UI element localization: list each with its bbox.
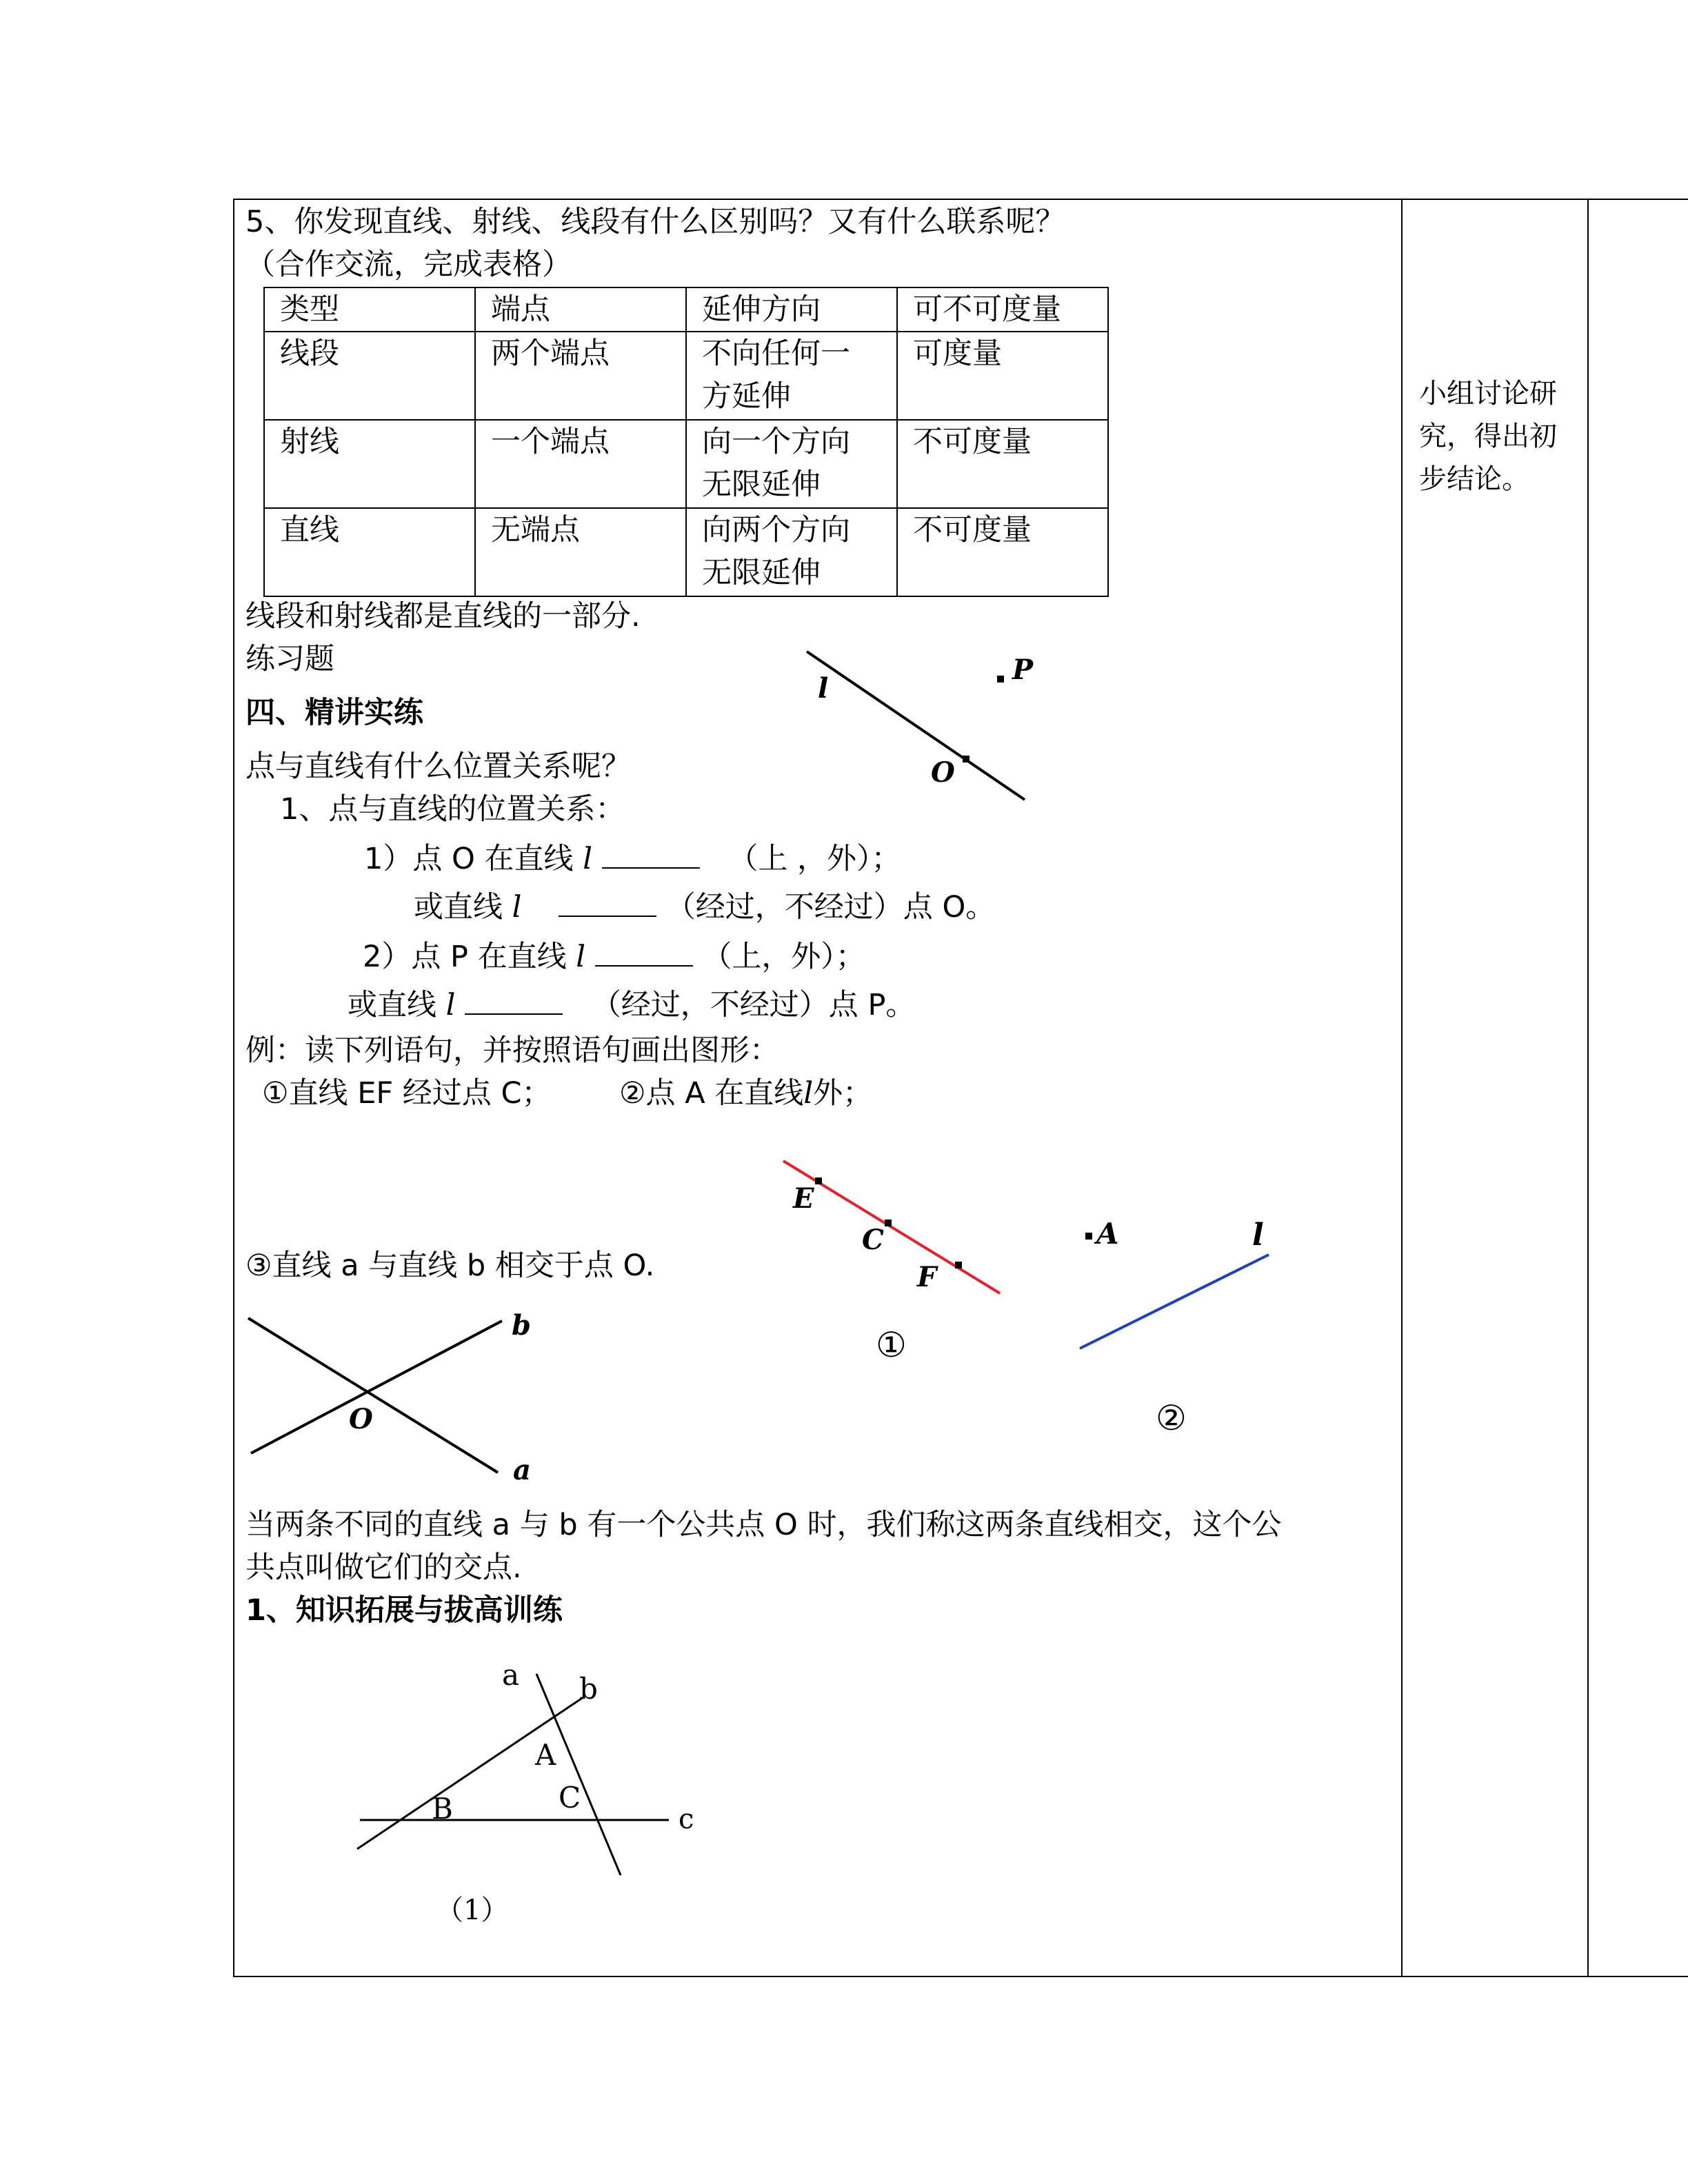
section-4-title: 四、精讲实练 <box>245 696 423 730</box>
table-cell: 可度量 <box>897 332 1108 420</box>
label-t-C: C <box>559 1781 581 1814</box>
label-l: l <box>818 672 829 705</box>
figure-1-marker: ① <box>876 1325 907 1365</box>
label-t-a: a <box>502 1658 520 1692</box>
table-cell-line: 方延伸 <box>702 379 791 414</box>
label-t-A: A <box>535 1738 556 1772</box>
point-p-marker <box>997 676 1004 682</box>
line-a-triangle <box>357 1697 583 1849</box>
table-header-cell: 端点 <box>475 287 686 332</box>
example-intro: 例：读下列语句，并按照语句画出图形： <box>245 1033 779 1068</box>
table-cell: 无端点 <box>475 508 686 596</box>
blue-line-l <box>1080 1255 1269 1348</box>
table-cell-line: 不向任何一 <box>702 336 850 371</box>
fill-text: 或直线 <box>348 988 436 1022</box>
line-b <box>251 1321 502 1453</box>
figure-1-line-ef <box>783 1161 1000 1365</box>
table-header-cell: 可不可度量 <box>897 287 1108 332</box>
intersection-definition-line-1: 当两条不同的直线 a 与 b 有一个公共点 O 时，我们称这两条直线相交，这个公 <box>245 1508 1282 1542</box>
table-cell-line: 向一个方向 <box>702 425 850 459</box>
label-l-2: l <box>1252 1217 1264 1253</box>
label-o: O <box>931 756 955 789</box>
table-cell: 线段 <box>264 332 475 420</box>
table-cell: 一个端点 <box>475 420 686 508</box>
fill-text: （经过，不经过）点 P。 <box>591 988 916 1022</box>
figure-2-marker: ② <box>1156 1398 1187 1438</box>
fill-text: 1）点 O 在直线 <box>364 842 574 876</box>
point-o-marker <box>963 756 969 762</box>
point-e-marker <box>815 1177 822 1184</box>
figure-line-l-point-o-p <box>807 651 1034 800</box>
label-t-c: c <box>679 1803 694 1835</box>
point-f-marker <box>955 1262 962 1268</box>
line-l-symbol: l <box>512 890 522 924</box>
relation-subtitle: 1、点与直线的位置关系： <box>280 792 625 827</box>
table-header-cell: 延伸方向 <box>686 287 897 332</box>
label-t-B: B <box>432 1792 453 1826</box>
label-o-intersection: O <box>349 1403 373 1435</box>
point-a-marker <box>1085 1233 1092 1240</box>
table-cell: 射线 <box>264 420 475 508</box>
fill-text: （经过，不经过）点 O。 <box>665 890 996 924</box>
fill-text: （上，外）； <box>702 940 865 974</box>
fill-text: 外； <box>813 1076 873 1111</box>
label-c: C <box>862 1224 884 1256</box>
intersection-definition-line-2: 共点叫做它们的交点. <box>245 1550 522 1585</box>
line-b-triangle <box>536 1674 621 1875</box>
line-l-symbol: l <box>445 988 456 1022</box>
table-cell: 不可度量 <box>897 508 1108 596</box>
table-header-cell: 类型 <box>264 287 475 332</box>
table-cell-line: 向两个方向 <box>702 513 850 547</box>
label-a-line: a <box>513 1454 531 1486</box>
table-cell: 不可度量 <box>897 420 1108 508</box>
table-cell: 两个端点 <box>475 332 686 420</box>
label-b: b <box>512 1309 531 1342</box>
point-line-question: 点与直线有什么位置关系呢？ <box>245 749 631 784</box>
question-5-title: 5、你发现直线、射线、线段有什么区别吗？又有什么联系呢？ <box>245 205 1065 239</box>
question-5-subtitle: （合作交流，完成表格） <box>245 247 572 282</box>
example-item-1: ①直线 EF 经过点 C； <box>262 1076 552 1111</box>
line-l-symbol: l <box>583 842 592 876</box>
example-item-3: ③直线 a 与直线 b 相交于点 O. <box>245 1248 655 1283</box>
label-a: A <box>1096 1217 1119 1251</box>
line-l-symbol: l <box>803 1076 814 1111</box>
table-cell: 直线 <box>264 508 475 596</box>
table-cell-line: 无限延伸 <box>702 467 821 502</box>
label-t-b: b <box>579 1672 598 1706</box>
exercise-label: 练习题 <box>245 642 334 676</box>
table-cell-line: 无限延伸 <box>702 556 821 590</box>
figure-3-intersecting-lines <box>248 1309 531 1486</box>
figure-1-caption: （1） <box>436 1894 509 1926</box>
side-note: 小组讨论研究，得出初步结论。 <box>1419 378 1557 495</box>
fill-text: 2）点 P 在直线 <box>363 940 567 974</box>
label-f: F <box>917 1261 937 1293</box>
fill-text: 或直线 <box>414 890 503 924</box>
figure-2-point-a-line-l <box>1080 1217 1269 1438</box>
fill-text: （上 ，外）； <box>728 842 901 876</box>
line-l-symbol: l <box>576 940 586 974</box>
point-c-marker <box>885 1220 892 1226</box>
line-relation-conclusion: 线段和射线都是直线的一部分. <box>245 599 641 634</box>
extension-title: 1、知识拓展与拔高训练 <box>245 1593 563 1628</box>
label-p: P <box>1012 654 1034 686</box>
line-l <box>807 651 1025 800</box>
label-e: E <box>793 1182 814 1215</box>
figure-triangle-lines <box>357 1658 694 1926</box>
fill-text: ②点 A 在直线 <box>619 1076 804 1111</box>
